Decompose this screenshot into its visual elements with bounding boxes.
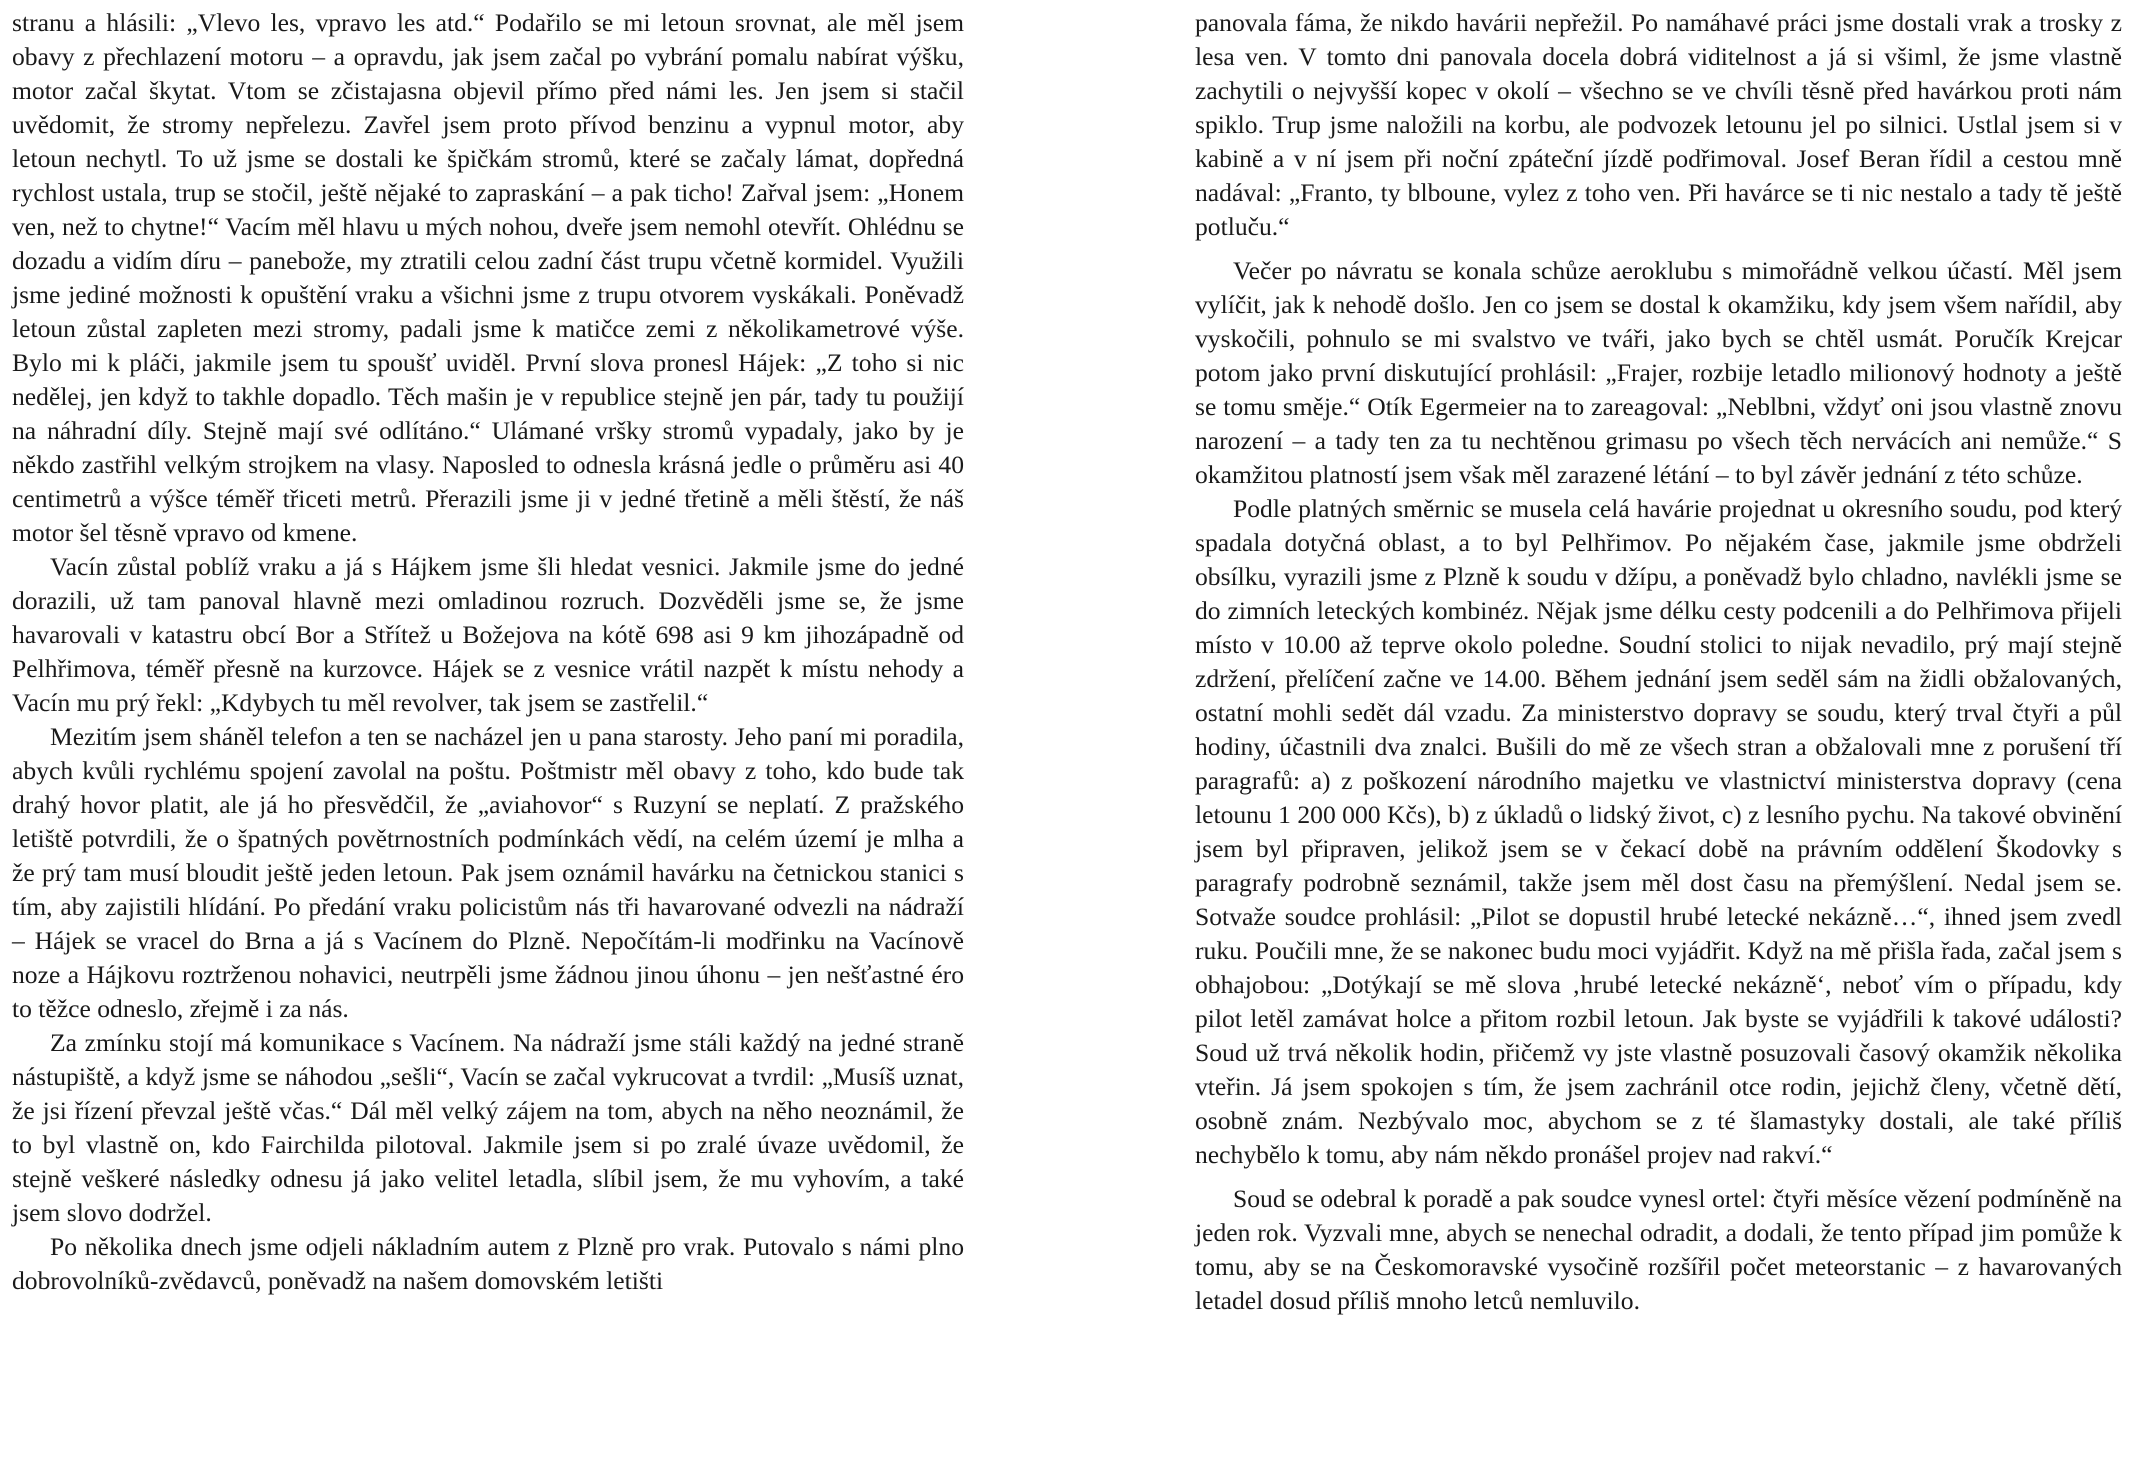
right-page-text (1195, 6, 2122, 1318)
paragraph: Podle platných směrnic se musela celá havárie projednat u okresního soudu, pod který spadala dotyčná oblast, a to byl Pelhřimov. Po nějakém čase, jakmile jsme obdrželi obsílku, vyrazili jsme z Plzně k soudu v džípu, a poněvadž bylo chladno, navlékli jsme se do zimních leteckých kombinéz. Nějak jsme délku cesty podcenili a do Pelhřimova přijeli místo v 10.00 až teprve okolo poledne. Soudní stolici to nijak nevadilo, prý mají stejně zdržení, přelíčení začne ve 14.00. Během jednání jsem seděl sám na židli obžalovaných, ostatní mohli sedět dál vzadu. Za ministerstvo dopravy se soudu, který trval čtyři a půl hodiny, účastnili dva znalci. Bušili do mě ze všech stran a obžalovali mne z porušení tří paragrafů: a) z poškození národního majetku ve vlastnictví ministerstva dopravy (cena letounu 1 200 000 Kčs), b) z úkladů o lidský život, c) z lesního pychu. Na takové obvinění jsem byl připraven, jelikož jsem se v čekací době na právním oddělení Škodovky s paragrafy podrobně seznámil, takže jsem měl dost času na přemýšlení. Nedal jsem se. Sotvaže soudce prohlásil: „Pilot se dopustil hrubé letecké nekázně…“, ihned jsem zvedl ruku. Poučili mne, že se nakonec budu moci vyjádřit. Když na mě přišla řada, začal jsem s obhajobou: „Dotýkají se mě slova ‚hrubé letecké nekázně‘, neboť vím o případu, kdy pilot letěl zamávat holce a přitom rozbil letoun. Jak byste se vyjádřili k takové události? Soud už trvá několik hodin, přičemž vy jste vlastně posuzovali časový okamžik několika vteřin. Já jsem spokojen s tím, že jsem zachránil otce rodin, jejichž členy, včetně dětí, osobně znám. Nezbývalo moc, abychom se z té šlamastyky dostali, ale také příliš nechybělo k tomu, aby nám někdo pronášel projev nad rakví.“ (1195, 494, 2122, 1169)
left-page-text (12, 6, 964, 1298)
paragraph: panovala fáma, že nikdo havárii nepřežil. Po namáhavé práci jsme dostali vrak a trosky z lesa ven. V tomto dni panovala docela dobrá viditelnost a já si všiml, že jsme vlastně zachytili o nejvyšší kopec v okolí – všechno se ve chvíli těsně před havárkou proti nám spiklo. Trup jsme naložili na korbu, ale podvozek letounu jel po silnici. Ustlal jsem si v kabině a v ní jsem při noční zpáteční jízdě podřimoval. Josef Beran řídil a cestou mně nadával: „Franto, ty blboune, vylez z toho ven. Při havárce se ti nic nestalo a tady tě ještě potluču.“ (1195, 8, 2122, 241)
paragraph: stranu a hlásili: „Vlevo les, vpravo les atd.“ Podařilo se mi letoun srovnat, ale měl jsem obavy z přechlazení motoru – a opravdu, jak jsem začal po vybrání pomalu nabírat výšku, motor začal škytat. Vtom se zčistajasna objevil přímo před námi les. Jen jsem si stačil uvědomit, že stromy nepřelezu. Zavřel jsem proto přívod benzinu a vypnul motor, aby letoun nechytl. To už jsme se dostali ke špičkám stromů, které se začaly lámat, dopředná rychlost ustala, trup se stočil, ještě nějaké to zapraskání – a pak ticho! Zařval jsem: „Honem ven, než to chytne!“ Vacím měl hlavu u mých nohou, dveře jsem nemohl otevřít. Ohlédnu se dozadu a vidím díru – panebože, my ztratili celou zadní část trupu včetně kormidel. Využili jsme jediné možnosti k opuštění vraku a všichni jsme z trupu otvorem vyskákali. Poněvadž letoun zůstal zapleten mezi stromy, padali jsme k matičce zemi z několikametrové výše. Bylo mi k pláči, jakmile jsem tu spoušť uviděl. První slova pronesl Hájek: „Z toho si nic nedělej, jen když to takhle dopadlo. Těch mašin je v republice stejně jen pár, tady tu použijí na náhradní díly. Stejně mají své odlítáno.“ Ulámané vršky stromů vypadaly, jako by je někdo zastřihl velkým strojkem na vlasy. Naposled to odnesla krásná jedle o průměru asi 40 centimetrů a výšce téměř třiceti metrů. Přerazili jsme ji v jedné třetině a měli štěstí, že náš motor šel těsně vpravo od kmene. (12, 8, 964, 547)
paragraph: Vacín zůstal poblíž vraku a já s Hájkem jsme šli hledat vesnici. Jakmile jsme do jedné dorazili, už tam panoval hlavně mezi omladinou rozruch. Dozvěděli jsme se, že jsme havarovali v katastru obcí Bor a Střítež u Božejova na kótě 698 asi 9 km jihozápadně od Pelhřimova, téměř přesně na kurzovce. Hájek se z vesnice vrátil nazpět k místu nehody a Vacín mu prý řekl: „Kdybych tu měl revolver, tak jsem se zastřelil.“ (12, 552, 964, 717)
paragraph: Po několika dnech jsme odjeli nákladním autem z Plzně pro vrak. Putovalo s námi plno dobrovolníků-zvědavců, poněvadž na našem domovském letišti (12, 1232, 964, 1295)
paragraph: Za zmínku stojí má komunikace s Vacínem. Na nádraží jsme stáli každý na jedné straně nástupiště, a když jsme se náhodou „sešli“, Vacín se začal vykrucovat a tvrdil: „Musíš uznat, že jsi řízení převzal ještě včas.“ Dál měl velký zájem na tom, abych na něho neoznámil, že to byl vlastně on, kdo Fairchilda pilotoval. Jakmile jsem si po zralé úvaze uvědomil, že stejně veškeré následky odnesu já jako velitel letadla, slíbil jsem, že mu vyhovím, a také jsem slovo dodržel. (12, 1028, 964, 1227)
paragraph: Soud se odebral k poradě a pak soudce vynesl ortel: čtyři měsíce vězení podmíněně na jeden rok. Vyzvali mne, abych se nenechal odradit, a dodali, že tento případ jim pomůže k tomu, aby se na Českomoravské vysočině rozšířil počet meteorstanic – z havarovaných letadel dosud příliš mnoho letců nemluvilo. (1195, 1184, 2122, 1315)
paragraph: Večer po návratu se konala schůze aeroklubu s mimořádně velkou účastí. Měl jsem vylíčit, jak k nehodě došlo. Jen co jsem se dostal k okamžiku, kdy jsem všem nařídil, aby vyskočili, pohnulo se mi svalstvo ve tváři, jako bych se chtěl usmát. Poručík Krejcar potom jako první diskutující prohlásil: „Frajer, rozbije letadlo milionový hodnoty a ještě se tomu směje.“ Otík Egermeier na to zareagoval: „Neblbni, vždyť oni jsou vlastně znovu narození – a tady ten za tu nechtěnou grimasu po všech těch nervácích ani nemůže.“ S okamžitou platností jsem však měl zarazené létání – to byl závěr jednání z této schůze. (1195, 256, 2122, 489)
paragraph: Mezitím jsem sháněl telefon a ten se nacházel jen u pana starosty. Jeho paní mi poradila, abych kvůli rychlému spojení zavolal na poštu. Poštmistr měl obavy z toho, kdo bude tak drahý hovor platit, ale já ho přesvědčil, že „aviahovor“ s Ruzyní se neplatí. Z pražského letiště potvrdili, že o špatných povětrnostních podmínkách vědí, na celém území je mlha a že prý tam musí bloudit ještě jeden letoun. Pak jsem oznámil havárku na četnickou stanici s tím, aby zajistili hlídání. Po předání vraku policistům nás tři havarované odvezli na nádraží – Hájek se vracel do Brna a já s Vacínem do Plzně. Nepočítám-li modřinku na Vacínově noze a Hájkovu roztrženou nohavici, neutrpěli jsme žádnou jinou úhonu – jen nešťastné éro to těžce odneslo, zřejmě i za nás. (12, 722, 964, 1023)
